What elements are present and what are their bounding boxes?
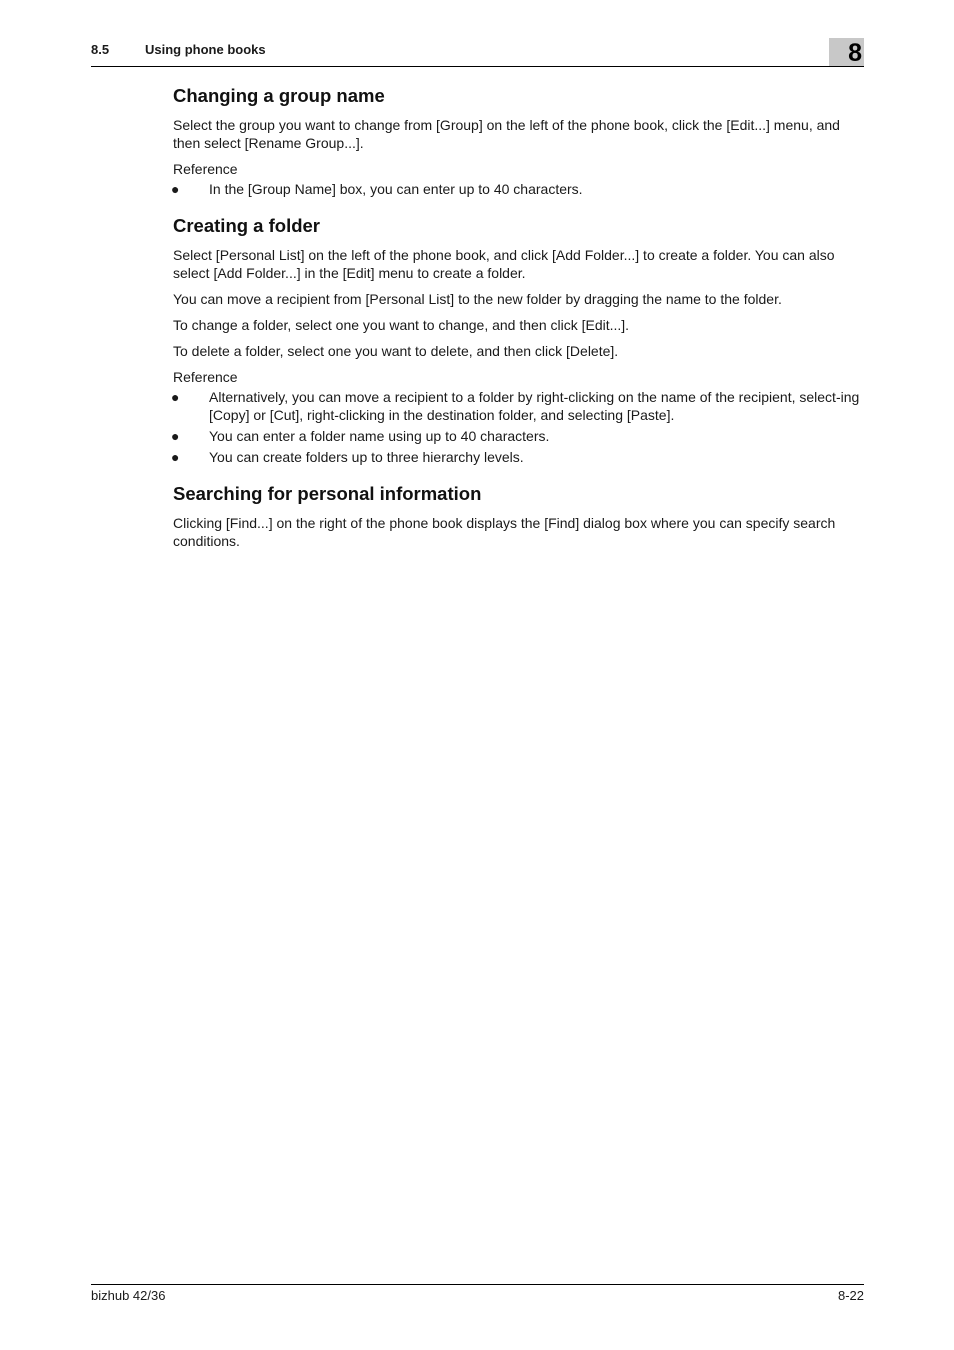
product-name: bizhub 42/36: [91, 1288, 166, 1303]
section-heading: Changing a group name: [173, 85, 385, 106]
page-footer: [91, 1284, 864, 1309]
chapter-tab: [829, 38, 864, 66]
reference-label: Reference: [173, 161, 238, 177]
section-changing-group-name: [173, 85, 865, 198]
paragraph: To delete a folder, select one you want to delete, and then click [Delete].: [173, 343, 619, 359]
section-searching-personal-info: [173, 483, 865, 550]
paragraph: Clicking [Find...] on the right of the phone book displays the [Find] dialog box where you can specify search conditions.: [173, 515, 836, 549]
section-heading: Searching for personal information: [173, 483, 482, 504]
paragraph: Select the group you want to change from [Group] on the left of the phone book, click the [Edit...] menu, and then select [Rename Group...].: [173, 117, 840, 151]
list-item-text: Alternatively, you can move a recipient to a folder by right-clicking on the name of the recipient, select-ing [Copy] or [Cut], right-clicking in the destination folder, and selecting [Paste].: [209, 389, 860, 423]
reference-list: [173, 388, 865, 466]
bullet-icon: ●: [171, 181, 180, 197]
bullet-icon: ●: [171, 428, 180, 444]
paragraph: Select [Personal List] on the left of the phone book, and click [Add Folder...] to create a folder. You can also select [Add Folder...] in the [Edit] menu to create a folder.: [173, 247, 835, 281]
page-header: [91, 38, 864, 67]
reference-list: [173, 180, 865, 198]
chapter-number: 8: [848, 39, 862, 67]
reference-label: Reference: [173, 369, 238, 385]
list-item: [173, 388, 865, 424]
section-title: Using phone books: [145, 42, 266, 57]
list-item-text: You can enter a folder name using up to 40 characters.: [209, 428, 550, 444]
paragraph: To change a folder, select one you want to change, and then click [Edit...].: [173, 317, 630, 333]
main-content: [173, 85, 865, 567]
bullet-icon: ●: [171, 389, 180, 405]
list-item-text: In the [Group Name] box, you can enter up to 40 characters.: [209, 181, 583, 197]
page-number: 8-22: [837, 1288, 864, 1303]
bullet-icon: ●: [171, 449, 180, 465]
list-item: [173, 427, 865, 445]
paragraph: You can move a recipient from [Personal List] to the new folder by dragging the name to the folder.: [173, 291, 782, 307]
list-item: [173, 180, 865, 198]
section-creating-folder: [173, 215, 865, 466]
list-item-text: You can create folders up to three hierarchy levels.: [209, 449, 524, 465]
section-number: 8.5: [91, 42, 110, 57]
list-item: [173, 448, 865, 466]
section-heading: Creating a folder: [173, 215, 320, 236]
